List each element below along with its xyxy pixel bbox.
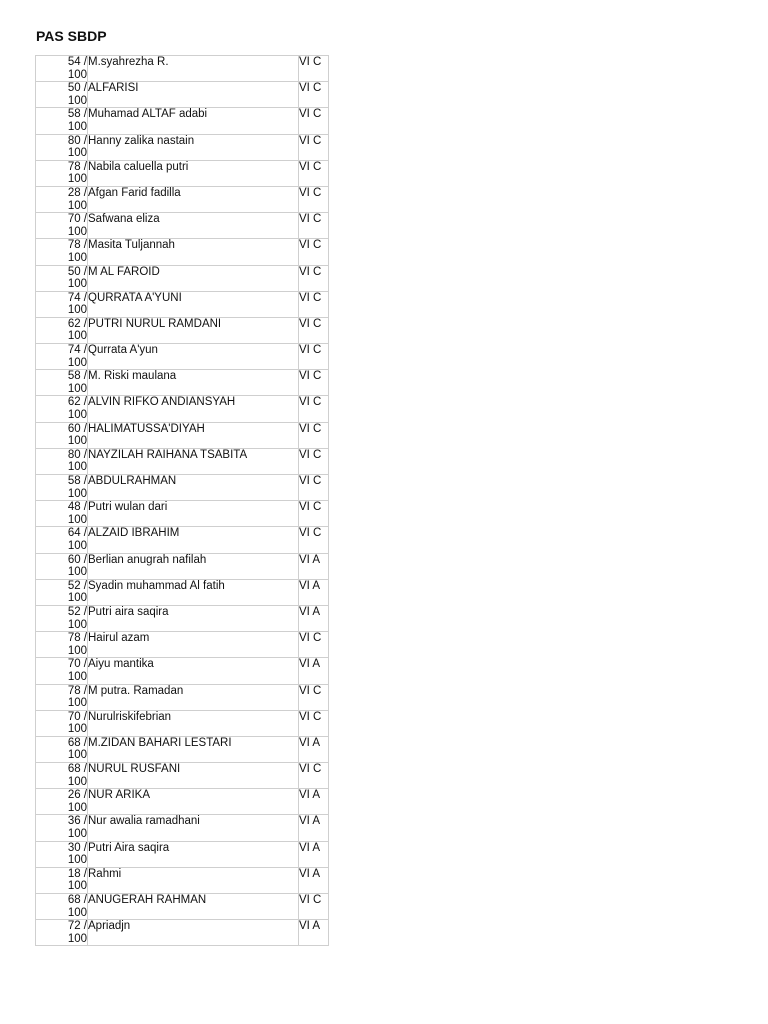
table-row bbox=[36, 134, 329, 160]
score-total: 100 bbox=[67, 566, 87, 579]
class-cell: VI A bbox=[299, 841, 329, 867]
score-total: 100 bbox=[67, 539, 87, 552]
score-total: 100 bbox=[67, 592, 87, 605]
class-cell: VI A bbox=[299, 658, 329, 684]
score-total: 100 bbox=[67, 801, 87, 814]
score-value: 26 / bbox=[67, 789, 87, 802]
student-name: M. Riski maulana bbox=[88, 370, 299, 396]
score-cell bbox=[36, 553, 88, 579]
student-name: M.syahrezha R. bbox=[88, 56, 299, 82]
score-value: 78 / bbox=[67, 239, 87, 252]
score-value: 30 / bbox=[67, 841, 87, 854]
score-cell bbox=[36, 186, 88, 212]
score-cell bbox=[36, 763, 88, 789]
score-value: 60 / bbox=[67, 553, 87, 566]
table-row bbox=[36, 160, 329, 186]
class-cell: VI C bbox=[299, 186, 329, 212]
score-cell bbox=[36, 475, 88, 501]
student-name: Nurulriskifebrian bbox=[88, 710, 299, 736]
class-cell: VI C bbox=[299, 632, 329, 658]
student-name: NURUL RUSFANI bbox=[88, 763, 299, 789]
score-cell bbox=[36, 789, 88, 815]
class-cell: VI A bbox=[299, 920, 329, 946]
class-cell: VI C bbox=[299, 422, 329, 448]
score-total: 100 bbox=[67, 906, 87, 919]
table-row bbox=[36, 527, 329, 553]
score-value: 52 / bbox=[67, 605, 87, 618]
table-row bbox=[36, 553, 329, 579]
class-cell: VI C bbox=[299, 684, 329, 710]
student-name: Qurrata A'yun bbox=[88, 344, 299, 370]
table-row bbox=[36, 344, 329, 370]
student-name: M.ZIDAN BAHARI LESTARI bbox=[88, 736, 299, 762]
table-row bbox=[36, 239, 329, 265]
score-total: 100 bbox=[67, 173, 87, 186]
student-name: ALZAID IBRAHIM bbox=[88, 527, 299, 553]
table-row bbox=[36, 213, 329, 239]
student-name: QURRATA A'YUNI bbox=[88, 291, 299, 317]
score-cell bbox=[36, 370, 88, 396]
score-cell bbox=[36, 422, 88, 448]
score-cell bbox=[36, 344, 88, 370]
score-value: 60 / bbox=[67, 422, 87, 435]
table-row bbox=[36, 710, 329, 736]
score-total: 100 bbox=[67, 644, 87, 657]
score-total: 100 bbox=[67, 120, 87, 133]
score-value: 18 / bbox=[67, 867, 87, 880]
student-name: ABDULRAHMAN bbox=[88, 475, 299, 501]
class-cell: VI C bbox=[299, 108, 329, 134]
score-total: 100 bbox=[67, 854, 87, 867]
student-name: Hanny zalika nastain bbox=[88, 134, 299, 160]
score-value: 80 / bbox=[67, 134, 87, 147]
score-value: 70 / bbox=[67, 213, 87, 226]
score-cell bbox=[36, 920, 88, 946]
score-cell bbox=[36, 710, 88, 736]
score-total: 100 bbox=[67, 68, 87, 81]
score-value: 62 / bbox=[67, 317, 87, 330]
score-value: 74 / bbox=[67, 291, 87, 304]
class-cell: VI C bbox=[299, 291, 329, 317]
table-row bbox=[36, 475, 329, 501]
score-cell bbox=[36, 134, 88, 160]
student-name: Putri wulan dari bbox=[88, 501, 299, 527]
class-cell: VI C bbox=[299, 763, 329, 789]
score-total: 100 bbox=[67, 382, 87, 395]
score-total: 100 bbox=[67, 880, 87, 893]
table-row bbox=[36, 422, 329, 448]
score-total: 100 bbox=[67, 409, 87, 422]
student-name: Nur awalia ramadhani bbox=[88, 815, 299, 841]
class-cell: VI C bbox=[299, 317, 329, 343]
table-row bbox=[36, 736, 329, 762]
student-name: Hairul azam bbox=[88, 632, 299, 658]
score-total: 100 bbox=[67, 251, 87, 264]
table-row bbox=[36, 370, 329, 396]
scores-table-body bbox=[36, 56, 329, 946]
score-cell bbox=[36, 213, 88, 239]
table-row bbox=[36, 605, 329, 631]
class-cell: VI A bbox=[299, 553, 329, 579]
table-row bbox=[36, 108, 329, 134]
student-name: ALVIN RIFKO ANDIANSYAH bbox=[88, 396, 299, 422]
table-row bbox=[36, 789, 329, 815]
score-value: 48 / bbox=[67, 501, 87, 514]
student-name: ANUGERAH RAHMAN bbox=[88, 894, 299, 920]
student-name: Masita Tuljannah bbox=[88, 239, 299, 265]
student-name: Rahmi bbox=[88, 867, 299, 893]
score-total: 100 bbox=[67, 828, 87, 841]
student-name: Apriadjn bbox=[88, 920, 299, 946]
score-total: 100 bbox=[67, 147, 87, 160]
score-total: 100 bbox=[67, 199, 87, 212]
score-cell bbox=[36, 396, 88, 422]
score-total: 100 bbox=[67, 94, 87, 107]
table-row bbox=[36, 82, 329, 108]
score-cell bbox=[36, 108, 88, 134]
score-value: 80 / bbox=[67, 448, 87, 461]
score-total: 100 bbox=[67, 304, 87, 317]
table-row bbox=[36, 658, 329, 684]
student-name: Afgan Farid fadilla bbox=[88, 186, 299, 212]
score-value: 50 / bbox=[67, 265, 87, 278]
score-cell bbox=[36, 684, 88, 710]
table-row bbox=[36, 920, 329, 946]
score-total: 100 bbox=[67, 697, 87, 710]
table-row bbox=[36, 815, 329, 841]
score-cell bbox=[36, 579, 88, 605]
table-row bbox=[36, 841, 329, 867]
class-cell: VI C bbox=[299, 265, 329, 291]
class-cell: VI C bbox=[299, 344, 329, 370]
score-value: 62 / bbox=[67, 396, 87, 409]
score-cell bbox=[36, 239, 88, 265]
table-row bbox=[36, 186, 329, 212]
student-name: Safwana eliza bbox=[88, 213, 299, 239]
page-title: PAS SBDP bbox=[36, 28, 107, 44]
student-name: Berlian anugrah nafilah bbox=[88, 553, 299, 579]
class-cell: VI C bbox=[299, 894, 329, 920]
student-name: M putra. Ramadan bbox=[88, 684, 299, 710]
table-row bbox=[36, 684, 329, 710]
score-total: 100 bbox=[67, 487, 87, 500]
score-value: 74 / bbox=[67, 344, 87, 357]
class-cell: VI A bbox=[299, 736, 329, 762]
score-cell bbox=[36, 841, 88, 867]
score-value: 78 / bbox=[67, 160, 87, 173]
student-name: Putri aira saqira bbox=[88, 605, 299, 631]
class-cell: VI A bbox=[299, 605, 329, 631]
score-total: 100 bbox=[67, 618, 87, 631]
table-row bbox=[36, 867, 329, 893]
score-cell bbox=[36, 82, 88, 108]
table-row bbox=[36, 317, 329, 343]
score-cell bbox=[36, 160, 88, 186]
table-row bbox=[36, 396, 329, 422]
class-cell: VI C bbox=[299, 710, 329, 736]
class-cell: VI C bbox=[299, 160, 329, 186]
student-name: Putri Aira saqira bbox=[88, 841, 299, 867]
score-total: 100 bbox=[67, 775, 87, 788]
class-cell: VI C bbox=[299, 56, 329, 82]
class-cell: VI C bbox=[299, 370, 329, 396]
student-name: Aiyu mantika bbox=[88, 658, 299, 684]
score-value: 68 / bbox=[67, 736, 87, 749]
student-name: NUR ARIKA bbox=[88, 789, 299, 815]
student-name: Syadin muhammad Al fatih bbox=[88, 579, 299, 605]
score-cell bbox=[36, 56, 88, 82]
score-value: 70 / bbox=[67, 658, 87, 671]
score-cell bbox=[36, 658, 88, 684]
table-row bbox=[36, 894, 329, 920]
scores-table bbox=[35, 55, 329, 946]
score-cell bbox=[36, 317, 88, 343]
class-cell: VI C bbox=[299, 475, 329, 501]
class-cell: VI A bbox=[299, 815, 329, 841]
class-cell: VI C bbox=[299, 501, 329, 527]
table-row bbox=[36, 763, 329, 789]
score-total: 100 bbox=[67, 461, 87, 474]
score-value: 50 / bbox=[67, 82, 87, 95]
score-value: 58 / bbox=[67, 108, 87, 121]
score-cell bbox=[36, 894, 88, 920]
score-cell bbox=[36, 448, 88, 474]
score-total: 100 bbox=[67, 225, 87, 238]
score-total: 100 bbox=[67, 278, 87, 291]
score-value: 54 / bbox=[67, 56, 87, 68]
class-cell: VI C bbox=[299, 82, 329, 108]
score-total: 100 bbox=[67, 513, 87, 526]
class-cell: VI C bbox=[299, 134, 329, 160]
score-value: 72 / bbox=[67, 920, 87, 933]
score-cell bbox=[36, 605, 88, 631]
class-cell: VI C bbox=[299, 396, 329, 422]
score-total: 100 bbox=[67, 723, 87, 736]
table-row bbox=[36, 501, 329, 527]
class-cell: VI C bbox=[299, 213, 329, 239]
class-cell: VI A bbox=[299, 867, 329, 893]
score-cell bbox=[36, 815, 88, 841]
table-row bbox=[36, 448, 329, 474]
table-row bbox=[36, 632, 329, 658]
score-cell bbox=[36, 291, 88, 317]
score-value: 68 / bbox=[67, 763, 87, 776]
student-name: HALIMATUSSA'DIYAH bbox=[88, 422, 299, 448]
table-row bbox=[36, 291, 329, 317]
student-name: ALFARISI bbox=[88, 82, 299, 108]
score-value: 58 / bbox=[67, 370, 87, 383]
table-row bbox=[36, 265, 329, 291]
student-name: Nabila caluella putri bbox=[88, 160, 299, 186]
table-row bbox=[36, 579, 329, 605]
class-cell: VI A bbox=[299, 789, 329, 815]
student-name: Muhamad ALTAF adabi bbox=[88, 108, 299, 134]
score-value: 64 / bbox=[67, 527, 87, 540]
student-name: M AL FAROID bbox=[88, 265, 299, 291]
class-cell: VI C bbox=[299, 448, 329, 474]
score-value: 78 / bbox=[67, 632, 87, 645]
class-cell: VI C bbox=[299, 527, 329, 553]
table-row bbox=[36, 56, 329, 82]
score-value: 68 / bbox=[67, 894, 87, 906]
student-name: PUTRI NURUL RAMDANI bbox=[88, 317, 299, 343]
student-name: NAYZILAH RAIHANA TSABITA bbox=[88, 448, 299, 474]
class-cell: VI C bbox=[299, 239, 329, 265]
score-total: 100 bbox=[67, 435, 87, 448]
score-value: 52 / bbox=[67, 579, 87, 592]
score-cell bbox=[36, 265, 88, 291]
score-value: 78 / bbox=[67, 684, 87, 697]
score-total: 100 bbox=[67, 749, 87, 762]
class-cell: VI A bbox=[299, 579, 329, 605]
score-total: 100 bbox=[67, 330, 87, 343]
score-total: 100 bbox=[67, 670, 87, 683]
score-value: 28 / bbox=[67, 186, 87, 199]
score-total: 100 bbox=[67, 932, 87, 945]
score-cell bbox=[36, 632, 88, 658]
score-cell bbox=[36, 527, 88, 553]
score-value: 58 / bbox=[67, 475, 87, 487]
score-cell bbox=[36, 867, 88, 893]
score-total: 100 bbox=[67, 356, 87, 369]
score-value: 70 / bbox=[67, 710, 87, 723]
score-cell bbox=[36, 501, 88, 527]
score-value: 36 / bbox=[67, 815, 87, 828]
score-cell bbox=[36, 736, 88, 762]
